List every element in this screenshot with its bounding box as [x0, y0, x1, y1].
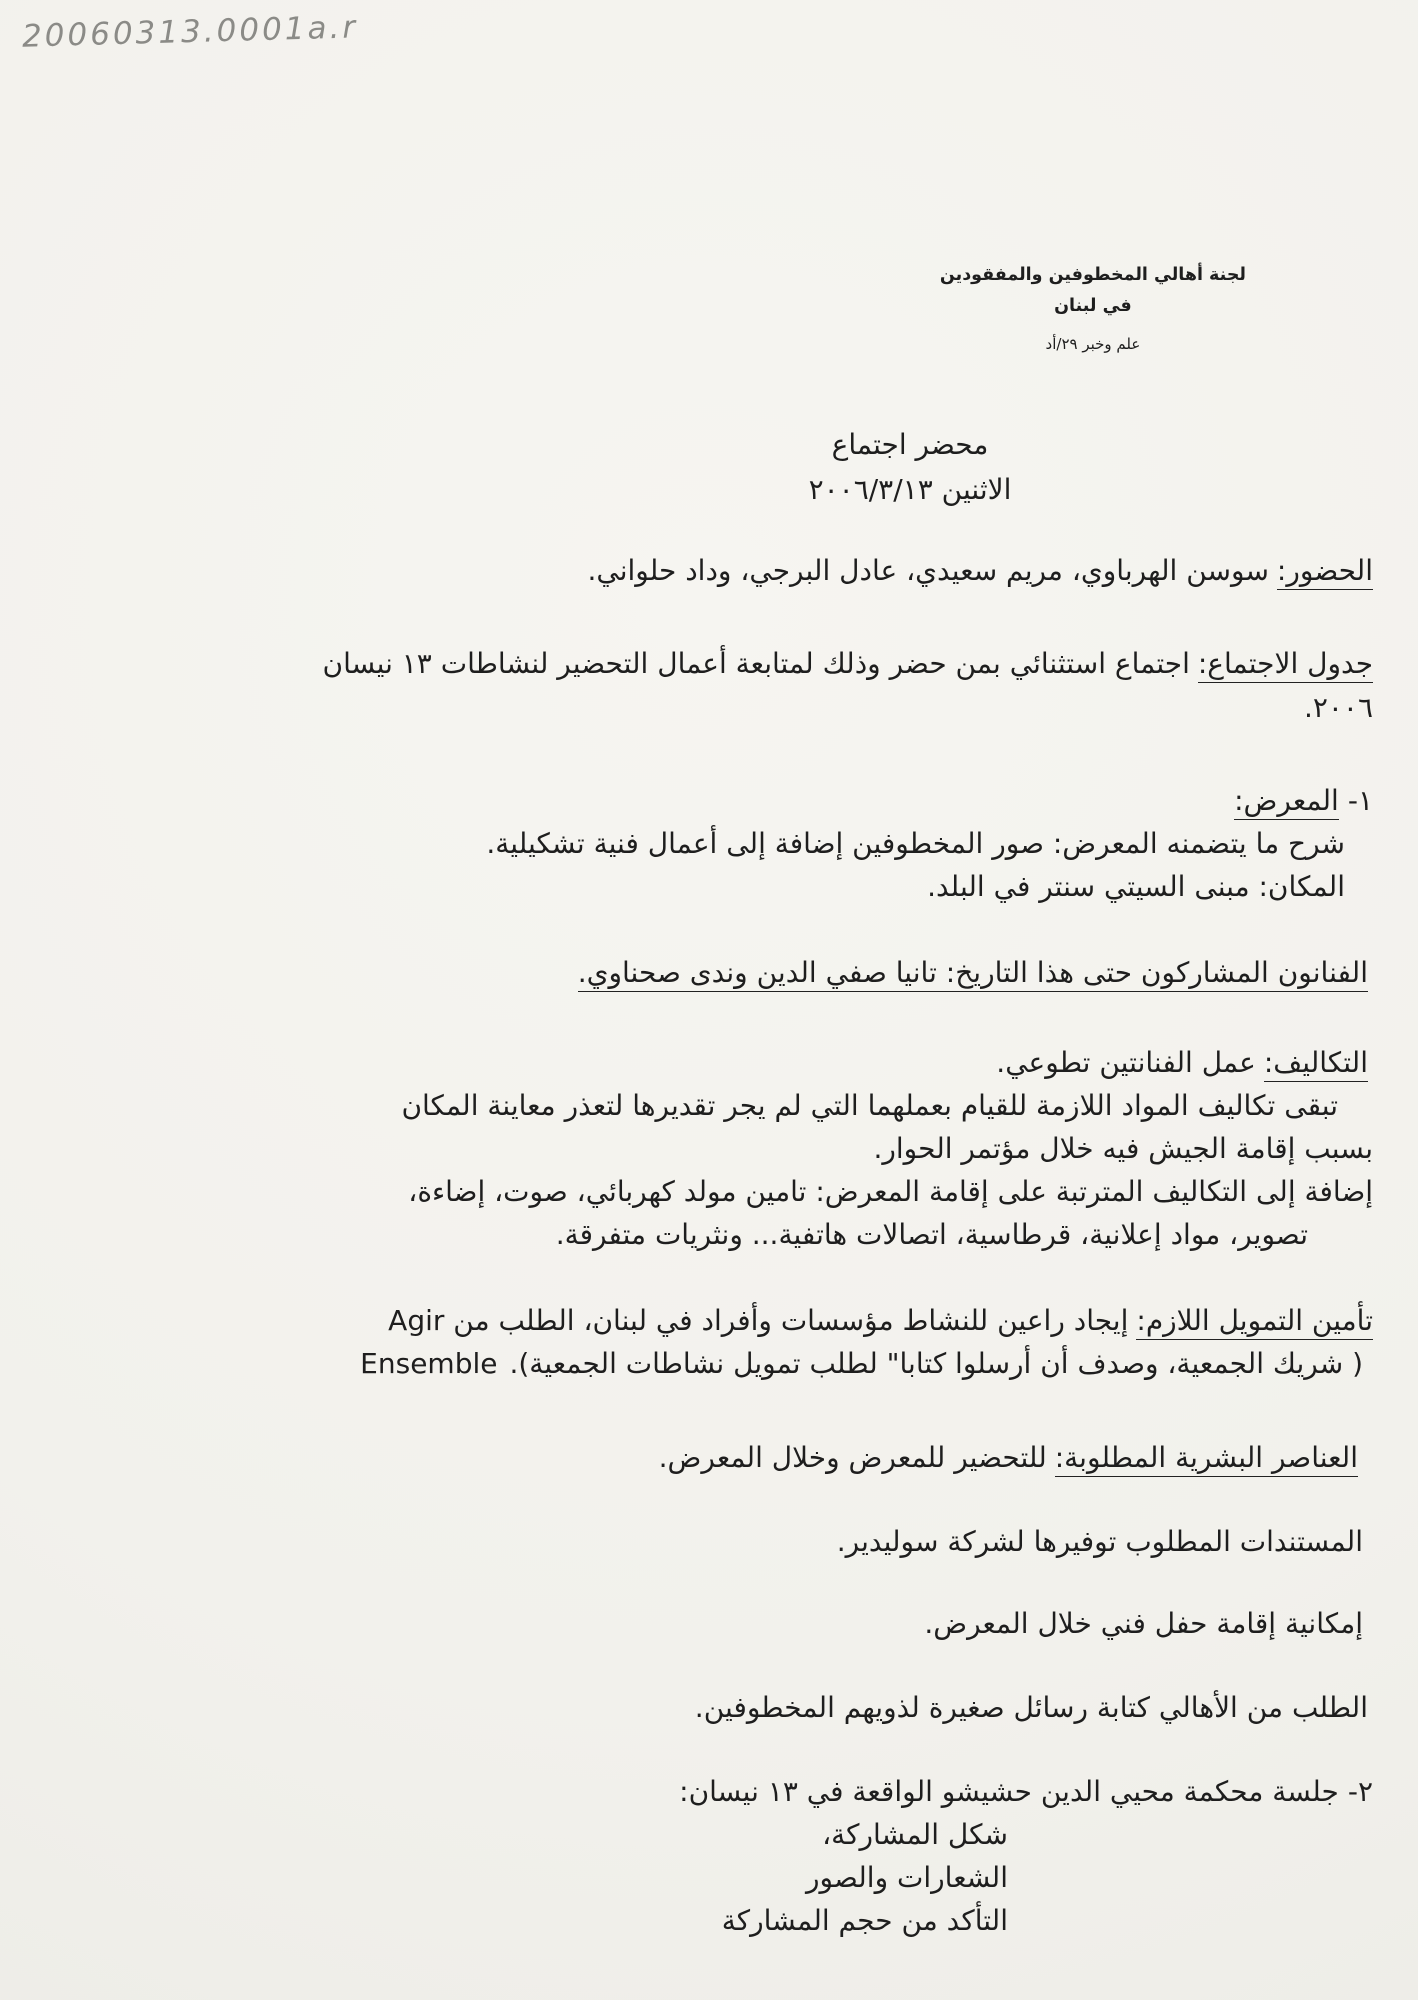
letters-line: الطلب من الأهالي كتابة رسائل صغيرة لذويهم المخطوفين. — [694, 1691, 1368, 1724]
costs-line5: تصوير، مواد إعلانية، قرطاسية، اتصالات هاتفية... ونثريات متفرقة. — [555, 1218, 1308, 1251]
funding-label: تأمين التمويل اللازم: — [1136, 1304, 1373, 1340]
item2-sub3: التأكد من حجم المشاركة — [721, 1904, 1008, 1937]
item2-sub1: شكل المشاركة، — [822, 1818, 1008, 1851]
costs-text: عمل الفنانتين تطوعي. — [996, 1046, 1256, 1079]
item1-location: المكان: مبنى السيتي سنتر في البلد. — [927, 870, 1345, 903]
document-title-block — [740, 422, 1080, 512]
human-resources-label: العناصر البشرية المطلوبة: — [1055, 1441, 1358, 1477]
artists-line — [578, 953, 1368, 993]
costs-label: التكاليف: — [1264, 1046, 1368, 1082]
concert-line: إمكانية إقامة حفل فني خلال المعرض. — [924, 1607, 1363, 1640]
human-resources-line — [659, 1438, 1358, 1478]
funding-line1 — [388, 1301, 1373, 1341]
costs-line3: بسبب إقامة الجيش فيه خلال مؤتمر الحوار. — [873, 1132, 1373, 1165]
document-title: محضر اجتماع — [831, 428, 989, 461]
documents-line: المستندات المطلوب توفيرها لشركة سوليدير. — [836, 1525, 1363, 1558]
agenda-continuation: ٢٠٠٦. — [1303, 691, 1373, 724]
funding-line2 — [360, 1344, 1363, 1384]
attendees-label: الحضور: — [1277, 554, 1373, 590]
attendees-line — [587, 551, 1373, 591]
item2-heading: جلسة محكمة محيي الدين حشيشو الواقعة في ١٣ نيسان: — [679, 1775, 1339, 1808]
funding-parenthetical: ( شريك الجمعية، وصدف أن أرسلوا كتابا" لطلب تمويل نشاطات الجمعية). — [509, 1347, 1363, 1380]
organization-name: لجنة أهالي المخطوفين والمفقودين — [939, 265, 1246, 285]
artists-text: الفنانون المشاركون حتى هذا التاريخ: تانيا صفي الدين وندى صحناوي. — [578, 956, 1368, 992]
letterhead — [940, 260, 1246, 360]
funding-text: إيجاد راعين للنشاط مؤسسات وأفراد في لبنان، الطلب من Agir — [388, 1304, 1129, 1337]
attendees-names: سوسن الهرباوي، مريم سعيدي، عادل البرجي، وداد حلواني. — [587, 554, 1269, 587]
item2-sub2: الشعارات والصور — [806, 1861, 1008, 1894]
agenda-line — [323, 644, 1373, 684]
item1-number: ١- — [1347, 784, 1373, 817]
agenda-label: جدول الاجتماع: — [1198, 647, 1373, 683]
organization-location: في لبنان — [1054, 296, 1132, 316]
item2-heading-line — [679, 1772, 1373, 1812]
costs-line4: إضافة إلى التكاليف المترتبة على إقامة المعرض: تامين مولد كهربائي، صوت، إضاءة، — [408, 1175, 1373, 1208]
item1-heading: المعرض: — [1234, 784, 1339, 820]
handwritten-reference: 20060313.0001a.r — [21, 9, 359, 55]
item1-description: شرح ما يتضمنه المعرض: صور المخطوفين إضافة إلى أعمال فنية تشكيلية. — [486, 827, 1345, 860]
registration-permit: علم وخبر ٢٩/أد — [1045, 335, 1141, 353]
human-resources-text: للتحضير للمعرض وخلال المعرض. — [658, 1441, 1047, 1474]
funding-latin-word: Ensemble — [360, 1347, 498, 1380]
item2-number: ٢- — [1347, 1775, 1373, 1808]
costs-line2: تبقى تكاليف المواد اللازمة للقيام بعملهما التي لم يجر تقديرها لتعذر معاينة المكان — [401, 1089, 1338, 1122]
costs-heading-line — [996, 1043, 1368, 1083]
meeting-date: الاثنين ٢٠٠٦/٣/١٣ — [808, 473, 1012, 506]
agenda-text: اجتماع استثنائي بمن حضر وذلك لمتابعة أعمال التحضير لنشاطات ١٣ نيسان — [322, 647, 1190, 680]
item1-heading-line — [1234, 781, 1373, 821]
